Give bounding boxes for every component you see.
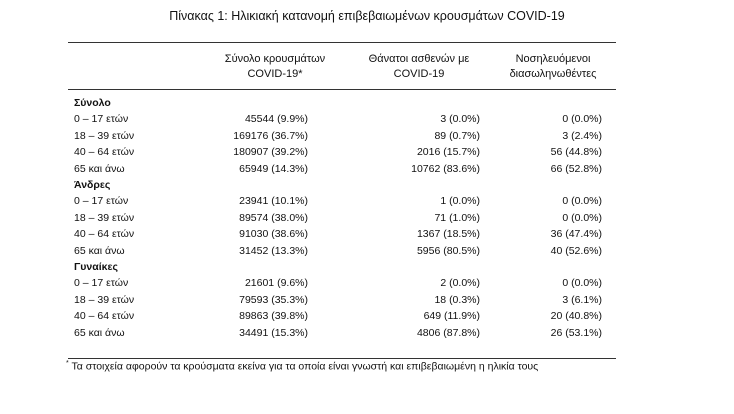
cases-cell: 91030 (38.6%) bbox=[239, 228, 308, 241]
column-header-cases-line2: COVID-19* bbox=[247, 68, 303, 80]
intubated-cell: 3 (6.1%) bbox=[562, 293, 602, 306]
age-cell: 0 – 17 ετών bbox=[74, 113, 129, 126]
age-cell: 40 – 64 ετών bbox=[74, 146, 135, 159]
intubated-cell: 0 (0.0%) bbox=[562, 113, 602, 126]
deaths-cell: 2016 (15.7%) bbox=[416, 146, 480, 159]
deaths-cell: 18 (0.3%) bbox=[434, 293, 480, 306]
footnote-text: Τα στοιχεία αφορούν τα κρούσματα εκείνα για τα οποία είναι γνωστή και επιβεβαιωμένη η ηλικία τους bbox=[68, 360, 539, 373]
age-cell: 18 – 39 ετών bbox=[74, 211, 135, 224]
cases-cell: 89574 (38.0%) bbox=[239, 211, 308, 224]
group-label: Σύνολο bbox=[74, 97, 111, 109]
column-header-intubated bbox=[478, 52, 628, 82]
deaths-cell: 4806 (87.8%) bbox=[416, 326, 480, 339]
table-row bbox=[74, 275, 602, 291]
table-row bbox=[74, 292, 602, 308]
age-cell: 18 – 39 ετών bbox=[74, 293, 135, 306]
age-cell: 18 – 39 ετών bbox=[74, 129, 135, 142]
cases-cell: 34491 (15.3%) bbox=[239, 326, 308, 339]
cases-cell: 23941 (10.1%) bbox=[239, 195, 308, 208]
cases-cell: 65949 (14.3%) bbox=[239, 162, 308, 175]
intubated-cell: 66 (52.8%) bbox=[550, 162, 602, 175]
table-top-rule bbox=[68, 42, 616, 43]
group-label: Άνδρες bbox=[74, 179, 111, 192]
deaths-cell: 1 (0.0%) bbox=[440, 195, 480, 208]
cases-cell: 169176 (36.7%) bbox=[233, 129, 308, 142]
deaths-cell: 5956 (80.5%) bbox=[416, 244, 480, 257]
table-bottom-rule bbox=[68, 358, 616, 359]
table-body bbox=[74, 95, 602, 341]
table-row bbox=[74, 128, 602, 144]
table-row bbox=[74, 193, 602, 209]
cases-cell: 31452 (13.3%) bbox=[239, 244, 308, 257]
table-row bbox=[74, 210, 602, 226]
intubated-cell: 20 (40.8%) bbox=[550, 310, 602, 323]
table-row bbox=[74, 226, 602, 242]
intubated-cell: 0 (0.0%) bbox=[562, 277, 602, 290]
column-header-cases bbox=[200, 52, 350, 82]
deaths-cell: 2 (0.0%) bbox=[440, 277, 480, 290]
intubated-cell: 36 (47.4%) bbox=[550, 228, 602, 241]
age-cell: 0 – 17 ετών bbox=[74, 195, 129, 208]
column-header-deaths-line2: COVID-19 bbox=[393, 68, 445, 80]
footnote-marker: * bbox=[66, 360, 69, 367]
intubated-cell: 26 (53.1%) bbox=[550, 326, 602, 339]
deaths-cell: 71 (1.0%) bbox=[434, 211, 480, 224]
column-header-deaths-line1: Θάνατοι ασθενών με bbox=[368, 53, 470, 65]
group-row bbox=[74, 259, 602, 275]
group-row bbox=[74, 177, 602, 193]
deaths-cell: 3 (0.0%) bbox=[440, 113, 480, 126]
table-row bbox=[74, 308, 602, 324]
intubated-cell: 3 (2.4%) bbox=[562, 129, 602, 142]
intubated-cell: 0 (0.0%) bbox=[562, 211, 602, 224]
age-cell: 40 – 64 ετών bbox=[74, 228, 135, 241]
cases-cell: 45544 (9.9%) bbox=[244, 113, 308, 126]
age-cell: 0 – 17 ετών bbox=[74, 277, 129, 290]
column-header-intubated-line2: διασωληνωθέντες bbox=[509, 68, 597, 80]
cases-cell: 180907 (39.2%) bbox=[233, 146, 308, 159]
age-cell: 65 και άνω bbox=[74, 244, 125, 257]
table-row bbox=[74, 111, 602, 127]
table-row bbox=[74, 243, 602, 259]
intubated-cell: 56 (44.8%) bbox=[550, 146, 602, 159]
footnote bbox=[66, 360, 538, 373]
column-header-intubated-line1: Νοσηλευόμενοι bbox=[515, 53, 591, 65]
data-table bbox=[74, 95, 602, 341]
cases-cell: 89863 (39.8%) bbox=[239, 310, 308, 323]
column-header-deaths bbox=[344, 52, 494, 82]
intubated-cell: 0 (0.0%) bbox=[562, 195, 602, 208]
column-header-cases-line1: Σύνολο κρουσμάτων bbox=[224, 53, 326, 65]
table-row bbox=[74, 325, 602, 341]
group-label: Γυναίκες bbox=[74, 261, 118, 274]
deaths-cell: 649 (11.9%) bbox=[423, 310, 480, 323]
age-cell: 40 – 64 ετών bbox=[74, 310, 135, 323]
table-row bbox=[74, 144, 602, 160]
table-header-rule bbox=[68, 89, 616, 90]
deaths-cell: 89 (0.7%) bbox=[434, 129, 480, 142]
table-title: Πίνακας 1: Ηλικιακή κατανομή επιβεβαιωμένων κρουσμάτων COVID-19 bbox=[169, 9, 565, 23]
deaths-cell: 10762 (83.6%) bbox=[411, 162, 480, 175]
cases-cell: 21601 (9.6%) bbox=[244, 277, 308, 290]
group-row bbox=[74, 95, 602, 111]
age-cell: 65 και άνω bbox=[74, 162, 125, 175]
cases-cell: 79593 (35.3%) bbox=[239, 293, 308, 306]
intubated-cell: 40 (52.6%) bbox=[550, 244, 602, 257]
age-cell: 65 και άνω bbox=[74, 326, 125, 339]
table-row bbox=[74, 161, 602, 177]
deaths-cell: 1367 (18.5%) bbox=[416, 228, 480, 241]
